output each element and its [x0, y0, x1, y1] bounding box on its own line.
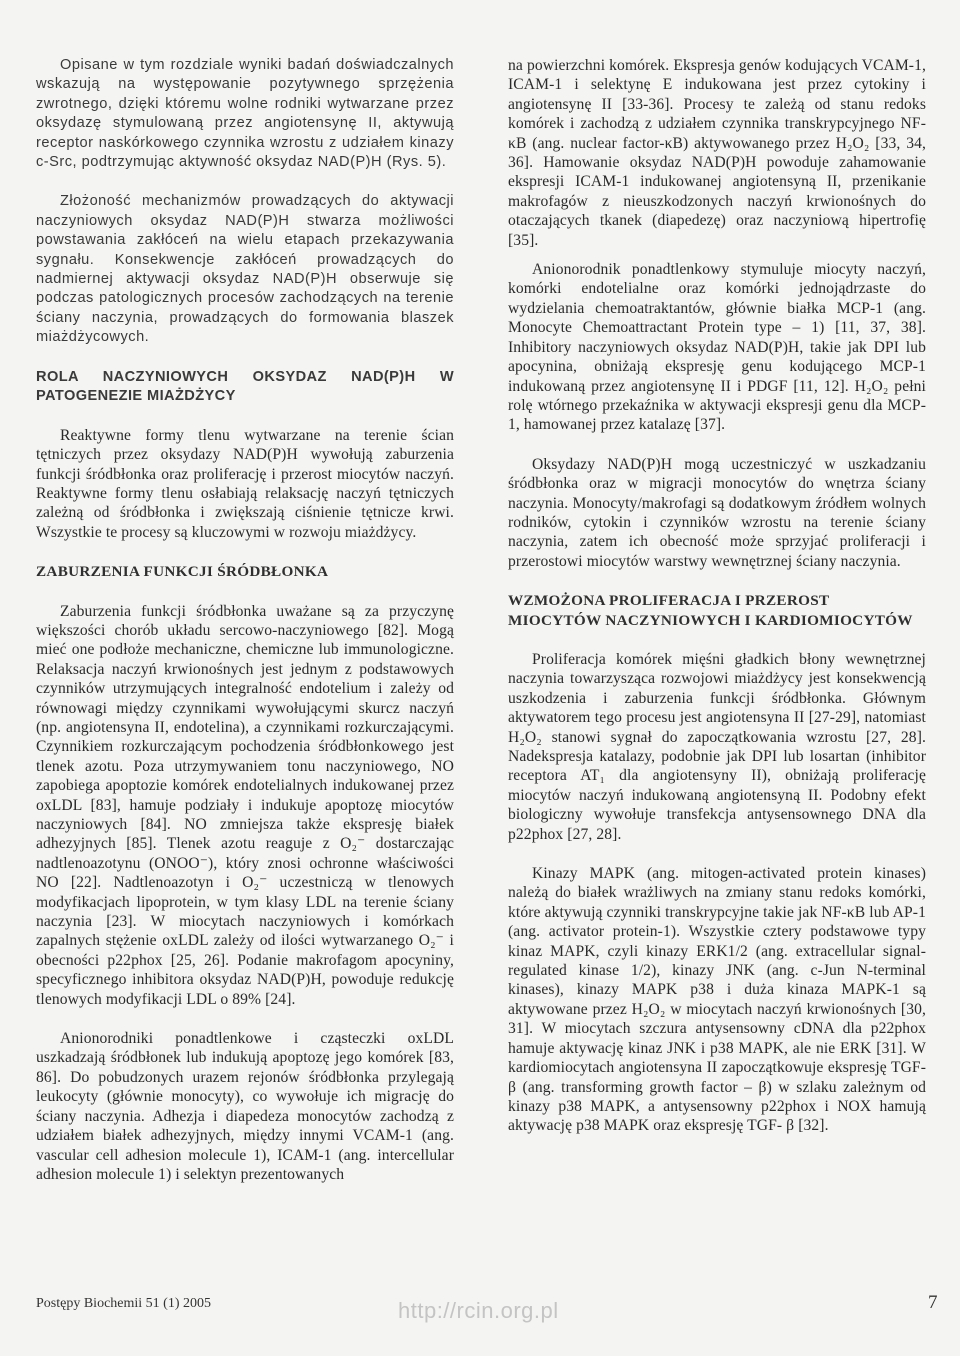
- left-column: [36, 56, 454, 1184]
- paragraph-superoxide-anions: Anionorodniki ponadtlenkowe i cząsteczki oxLDL uszkadzają śródbłonek lub indukują apoptozę jego komórek [83, 86]. Do pobudzonych urazem rejonów śródbłonka przylegają leukocyty (głównie monocyty), co wywołuje ich migrację do ściany naczynia. Adhezja i diapedeza monocytów zachodzą z udziałem białek adhezyjnych, między innymi VCAM-1 (ang. vascular cell adhesion molecule 1), ICAM-1 (ang. intercellular adhesion molecule 1) i selektyn prezentowanych: [36, 1030, 454, 1183]
- paragraph-cell-surface: na powierzchni komórek. Ekspresja genów kodujących VCAM-1, ICAM-1 i selektynę E indukowana jest przez cytokiny i angiotensynę II [33-36]. Procesy te zależą od stanu redoks komórek i zachodzą z udziałem czynnika transkrypcyjnego NF-κB (ang. nuclear factor-κB) aktywowanego przez H₂O₂ [33, 34, 36]. Hamowanie oksydaz NAD(P)H powoduje zahamowanie ekspresji ICAM-1 indukowanej angiotensyną II, przenikanie makrofagów z nieuszkodzonych naczyń krwionośnych do otaczających tkanek (diapedezę) oraz naczyniową hipertrofię [35].: [508, 57, 926, 249]
- paragraph-smooth-muscle: Proliferacja komórek mięśni gładkich błony wewnętrznej naczynia towarzysząca rozwojowi miażdżycy jest konsekwencją uszkodzenia i zaburzenia funkcji śródbłonka. Głównym aktywatorem tego procesu jest angiotensyna II [27-29], natomiast H₂O₂ stanowi sygnał do zapoczątkowania wzrostu [27, 28]. Nadekspresja katalazy, podobnie jak DPI lub losartan (inhibitor receptora AT₁ dla angiotensyny II), obniżają proliferację miocytów naczyń indukowaną angiotensyną II. Podobny efekt biologiczny wywołuje transfekcja antysensownego DNA dla p22phox [27, 28].: [508, 650, 926, 843]
- section-heading-endothelium: ZABURZENIA FUNKCJI ŚRÓDBŁONKA: [36, 563, 329, 581]
- paragraph-reactive-oxygen: Reaktywne formy tlenu wytwarzane na terenie ścian tętniczych przez oksydazy NAD(P)H wywołują zaburzenia funkcji śródbłonka oraz proliferację i przerost miocytów naczyń. Reaktywne formy tlenu osłabiają relaksację naczyń tętniczych zależną od śródbłonka i zwiększają ciśnienie tętnicze krwi. Wszystkie te procesy są kluczowymi w rozwoju miażdżycy.: [36, 426, 454, 541]
- paragraph-complexity: Złożoność mechanizmów prowadzących do aktywacji naczyniowych oksydaz NAD(P)H stwarza możliwości powstawania zakłóceń na wielu etapach przekazywania sygnału. Konsekwencje zakłóceń prowadzących do nadmiernej aktywacji oksydaz NAD(P)H obserwuje się podczas patologicznych procesów zachodzących na terenie ściany naczynia, prowadzących do formowania blaszek miażdżycowych.: [36, 193, 454, 346]
- journal-citation: Postępy Biochemii 51 (1) 2005: [36, 1296, 211, 1311]
- page-number: 7: [928, 1292, 938, 1313]
- section-heading-proliferation: WZMOŻONA PROLIFERACJA I PRZEROST MIOCYTÓW NACZYNIOWYCH I KARDIOMIOCYTÓW: [508, 592, 913, 629]
- right-column: [508, 56, 926, 1136]
- watermark-url: http://rcin.org.pl: [398, 1298, 559, 1323]
- section-heading-atherosclerosis: ROLA NACZYNIOWYCH OKSYDAZ NAD(P)H W PATOGENEZIE MIAŻDŻYCY: [36, 368, 454, 404]
- paragraph-monocytes: Oksydazy NAD(P)H mogą uczestniczyć w uszkadzaniu śródbłonka oraz w migracji monocytów do wnętrza ściany naczynia. Monocyty/makrofagi są dodatkowym źródłem wolnych rodników, cytokin i czynników wzrostu na terenie ściany naczynia, zatem ich obecność może sprzyjać proliferacji i przerostowi miocytów warstwy wewnętrznej ściany naczynia.: [508, 455, 926, 570]
- paragraph-mapk: Kinazy MAPK (ang. mitogen-activated protein kinases) należą do białek wrażliwych na zmiany stanu redoks komórki, które aktywują czynniki transkrypcyjne takie jak NF-κB lub AP-1 (ang. activator protein-1). Wszystkie cztery podstawowe typy kinaz MAPK, czyli kinazy ERK1/2 (ang. extracellular signal-regulated kinase 1/2), kinazy JNK (ang. c-Jun N-terminal kinases), kinazy MAPK p38 i duża kinaza MAPK-1 są aktywowane przez H₂O₂ w miocytach naczyń krwionośnych [30, 31]. W miocytach szczura antysensowny cDNA dla p22phox hamuje aktywację kinaz JNK i p38 MAPK, ale nie ERK [31]. W kardiomiocytach angiotensyna II zapoczątkowuje ekspresję TGF-β (ang. transforming growth factor – β) w szlaku zależnym od kinazy p38 MAPK, a antysensowny p22phox i NOX hamują aktywację p38 MAPK oraz ekspresję TGF- β [32].: [508, 865, 926, 1135]
- paragraph-endothelial-dysfunction: Zaburzenia funkcji śródbłonka uważane są za przyczynę większości chorób układu sercowo-naczyniowego [82]. Mogą mieć one podłoże mechaniczne, chemiczne lub immunologiczne. Relaksacja naczyń krwionośnych jest jednym z podstawowych czynników utrzymujących integralność endotelium i zależy od równowagi między czynnikami wywołującymi skurcz naczyń (np. angiotensyna II, endotelina), a czynnikami rozkurczającymi. Czynnikiem rozkurczającym pochodzenia śródbłonkowego jest tlenek azotu. Poza utrzymywaniem tonu naczyniowego, NO zapobiega apoptozie komórek endotelialnych indukowanej przez oxLDL [83], hamuje podziały i indukuje apoptozę miocytów naczyniowych [84]. NO zmniejsza także ekspresję białek adhezyjnych [85]. Tlenek azotu reaguje z O₂⁻ dostarczając nadtlenoazotynu (ONOO⁻), który znosi ochronne właściwości NO [22]. Nadtlenoazotyn i O₂⁻ uczestniczą w tlenowych modyfikacjach lipoprotein, w tym klasy LDL na terenie ściany naczynia [23]. W miocytach naczyniowych i komórkach zapalnych stężenie oxLDL zależy od ilości wytwarzanego O₂⁻ i obecności p22phox [25, 26]. Podanie makrofagom apocyniny, specyficznego inhibitora oksydaz NAD(P)H, powoduje redukcję tlenowych modyfikacji LDL o 89% [24].: [36, 602, 454, 1008]
- paragraph-mcp1: Anionorodnik ponadtlenkowy stymuluje miocyty naczyń, komórki endotelialne oraz komórki jednojądrzaste do wydzielania chemoatraktantów, głównie białka MCP-1 (ang. Monocyte Chemoattractant Protein type – 1) [11, 37, 38]. Inhibitory naczyniowych oksydaz NAD(P)H, takie jak DPI lub apocynina, obniżają ekspresję genu kodującego MCP-1 indukowaną przez angiotensynę II i PDGF [11, 12]. H₂O₂ pełni rolę wtórnego przekaźnika w aktywacji ekspresji genu dla MCP-1, hamowanej przez katalazę [37].: [508, 261, 926, 434]
- paragraph-positive-feedback: Opisane w tym rozdziale wyniki badań doświadczalnych wskazują na występowanie pozytywnego sprzężenia zwrotnego, dzięki któremu wolne rodniki wytwarzane przez oksydazę stymulowaną przez angiotensynę II, aktywują receptor naskórkowego czynnika wzrostu z udziałem kinazy c-Src, podtrzymując aktywność oksydaz NAD(P)H (Rys. 5).: [36, 57, 454, 171]
